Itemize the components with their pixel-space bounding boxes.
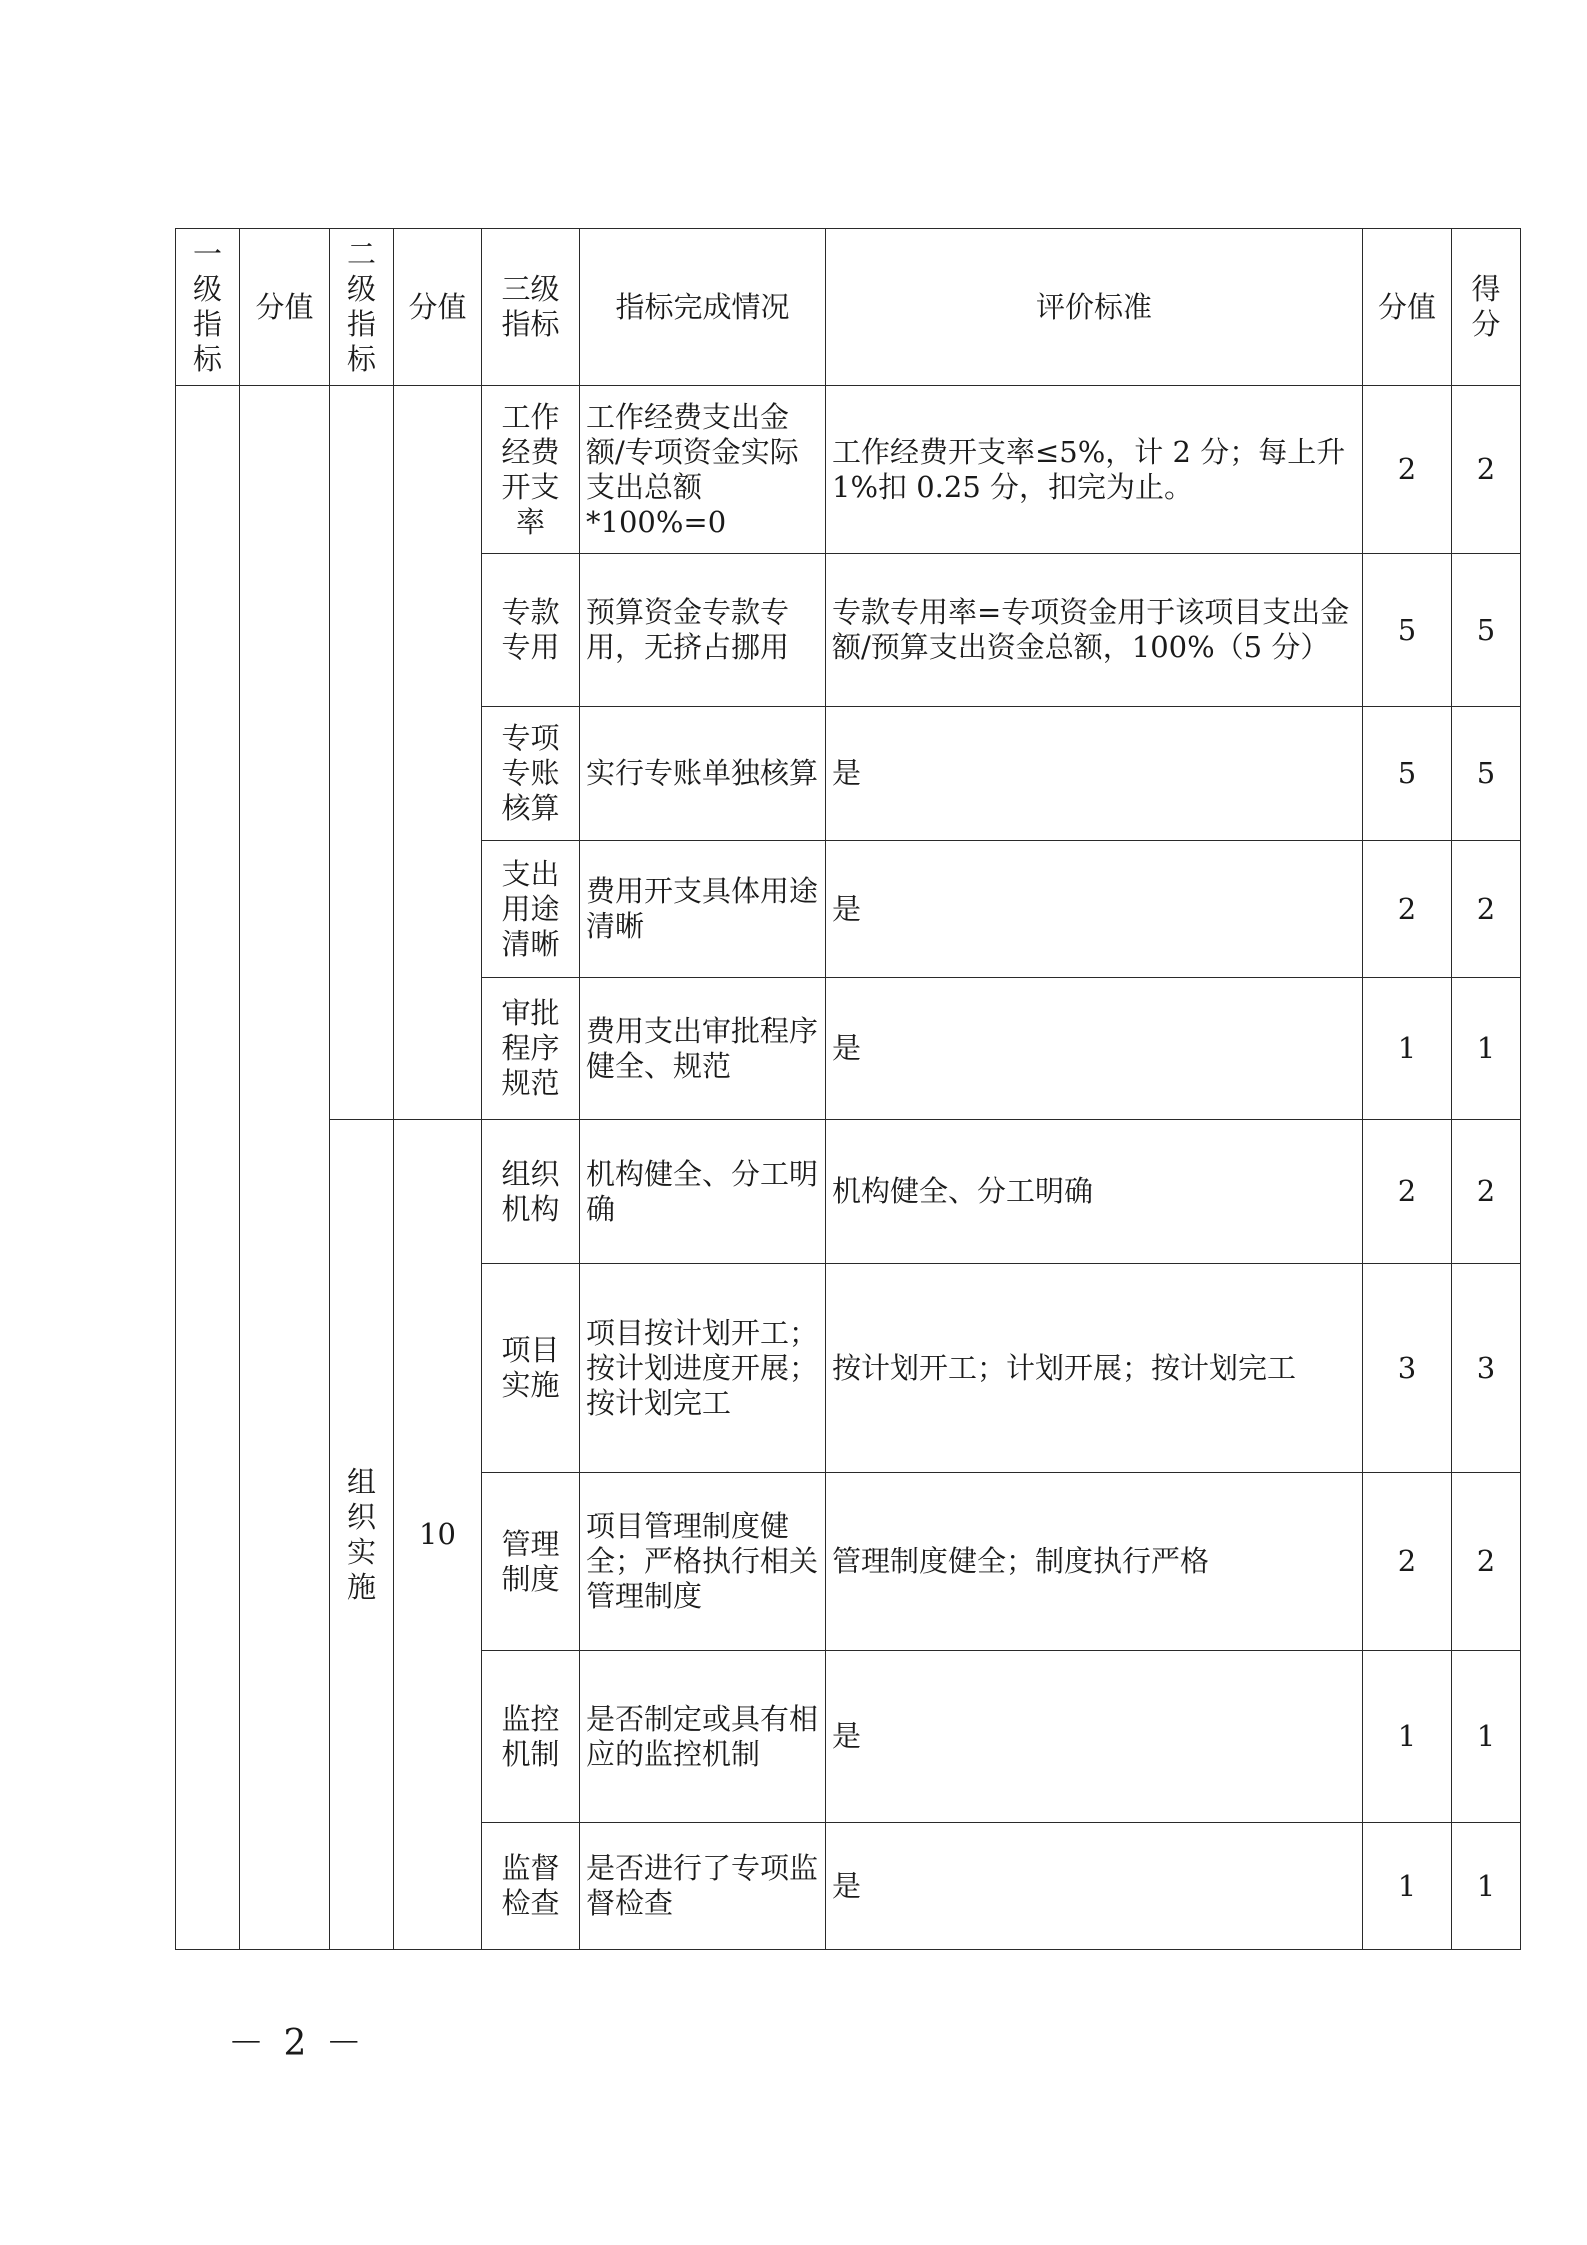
completion-cell: 费用支出审批程序健全、规范 [580,978,826,1120]
header-level3: 三级指标 [482,229,580,386]
criteria-cell: 按计划开工；计划开展；按计划完工 [826,1264,1363,1473]
level3-cell: 管理制度 [482,1473,580,1651]
level2-cell: 组织实施 [330,1120,394,1950]
completion-cell: 机构健全、分工明确 [580,1120,826,1264]
table-row [176,386,1521,554]
score2-cell: 10 [394,1120,482,1950]
criteria-cell: 是 [826,1651,1363,1823]
level3-cell: 项目实施 [482,1264,580,1473]
criteria-cell: 工作经费开支率≤5%，计 2 分；每上升 1%扣 0.25 分，扣完为止。 [826,386,1363,554]
header-level1: 一级指标 [176,229,240,386]
header-score2: 分值 [394,229,482,386]
obtained-cell: 3 [1452,1264,1521,1473]
completion-cell: 费用开支具体用途清晰 [580,841,826,978]
completion-cell: 预算资金专款专用，无挤占挪用 [580,554,826,707]
level3-cell: 专款专用 [482,554,580,707]
score-cell: 2 [1363,1120,1452,1264]
completion-cell: 是否制定或具有相应的监控机制 [580,1651,826,1823]
obtained-cell: 1 [1452,1823,1521,1950]
score-cell: 1 [1363,978,1452,1120]
completion-cell: 项目按计划开工；按计划进度开展；按计划完工 [580,1264,826,1473]
criteria-cell: 是 [826,1823,1363,1950]
obtained-cell: 2 [1452,841,1521,978]
criteria-cell: 机构健全、分工明确 [826,1120,1363,1264]
page-number: － 2 － [228,2023,366,2064]
level3-cell: 审批程序规范 [482,978,580,1120]
criteria-cell: 是 [826,841,1363,978]
criteria-cell: 是 [826,978,1363,1120]
score-cell: 2 [1363,1473,1452,1651]
header-level2: 二级指标 [330,229,394,386]
criteria-cell: 专款专用率=专项资金用于该项目支出金额/预算支出资金总额，100%（5 分） [826,554,1363,707]
level3-cell: 工作经费开支率 [482,386,580,554]
score1-cell [240,386,330,1950]
level3-cell: 监督检查 [482,1823,580,1950]
header-score3: 分值 [1363,229,1452,386]
obtained-cell: 2 [1452,1120,1521,1264]
score-cell: 1 [1363,1823,1452,1950]
evaluation-table [175,228,1521,1950]
obtained-cell: 2 [1452,386,1521,554]
header-score1: 分值 [240,229,330,386]
header-row [176,229,1521,386]
criteria-cell: 是 [826,707,1363,841]
completion-cell: 项目管理制度健全；严格执行相关管理制度 [580,1473,826,1651]
level3-cell: 监控机制 [482,1651,580,1823]
completion-cell: 工作经费支出金额/专项资金实际支出总额*100%=0 [580,386,826,554]
score-cell: 5 [1363,554,1452,707]
header-completion: 指标完成情况 [580,229,826,386]
score-cell: 1 [1363,1651,1452,1823]
score2-cell-upper [394,386,482,1120]
score-cell: 2 [1363,841,1452,978]
obtained-cell: 2 [1452,1473,1521,1651]
score-cell: 3 [1363,1264,1452,1473]
table-row [176,1120,1521,1264]
obtained-cell: 5 [1452,707,1521,841]
level3-cell: 支出用途清晰 [482,841,580,978]
obtained-cell: 1 [1452,1651,1521,1823]
header-criteria: 评价标准 [826,229,1363,386]
obtained-cell: 1 [1452,978,1521,1120]
level3-cell: 专项专账核算 [482,707,580,841]
score-cell: 5 [1363,707,1452,841]
header-obtained: 得分 [1452,229,1521,386]
score-cell: 2 [1363,386,1452,554]
level3-cell: 组织机构 [482,1120,580,1264]
level1-cell [176,386,240,1950]
completion-cell: 实行专账单独核算 [580,707,826,841]
criteria-cell: 管理制度健全；制度执行严格 [826,1473,1363,1651]
obtained-cell: 5 [1452,554,1521,707]
level2-cell-upper [330,386,394,1120]
completion-cell: 是否进行了专项监督检查 [580,1823,826,1950]
